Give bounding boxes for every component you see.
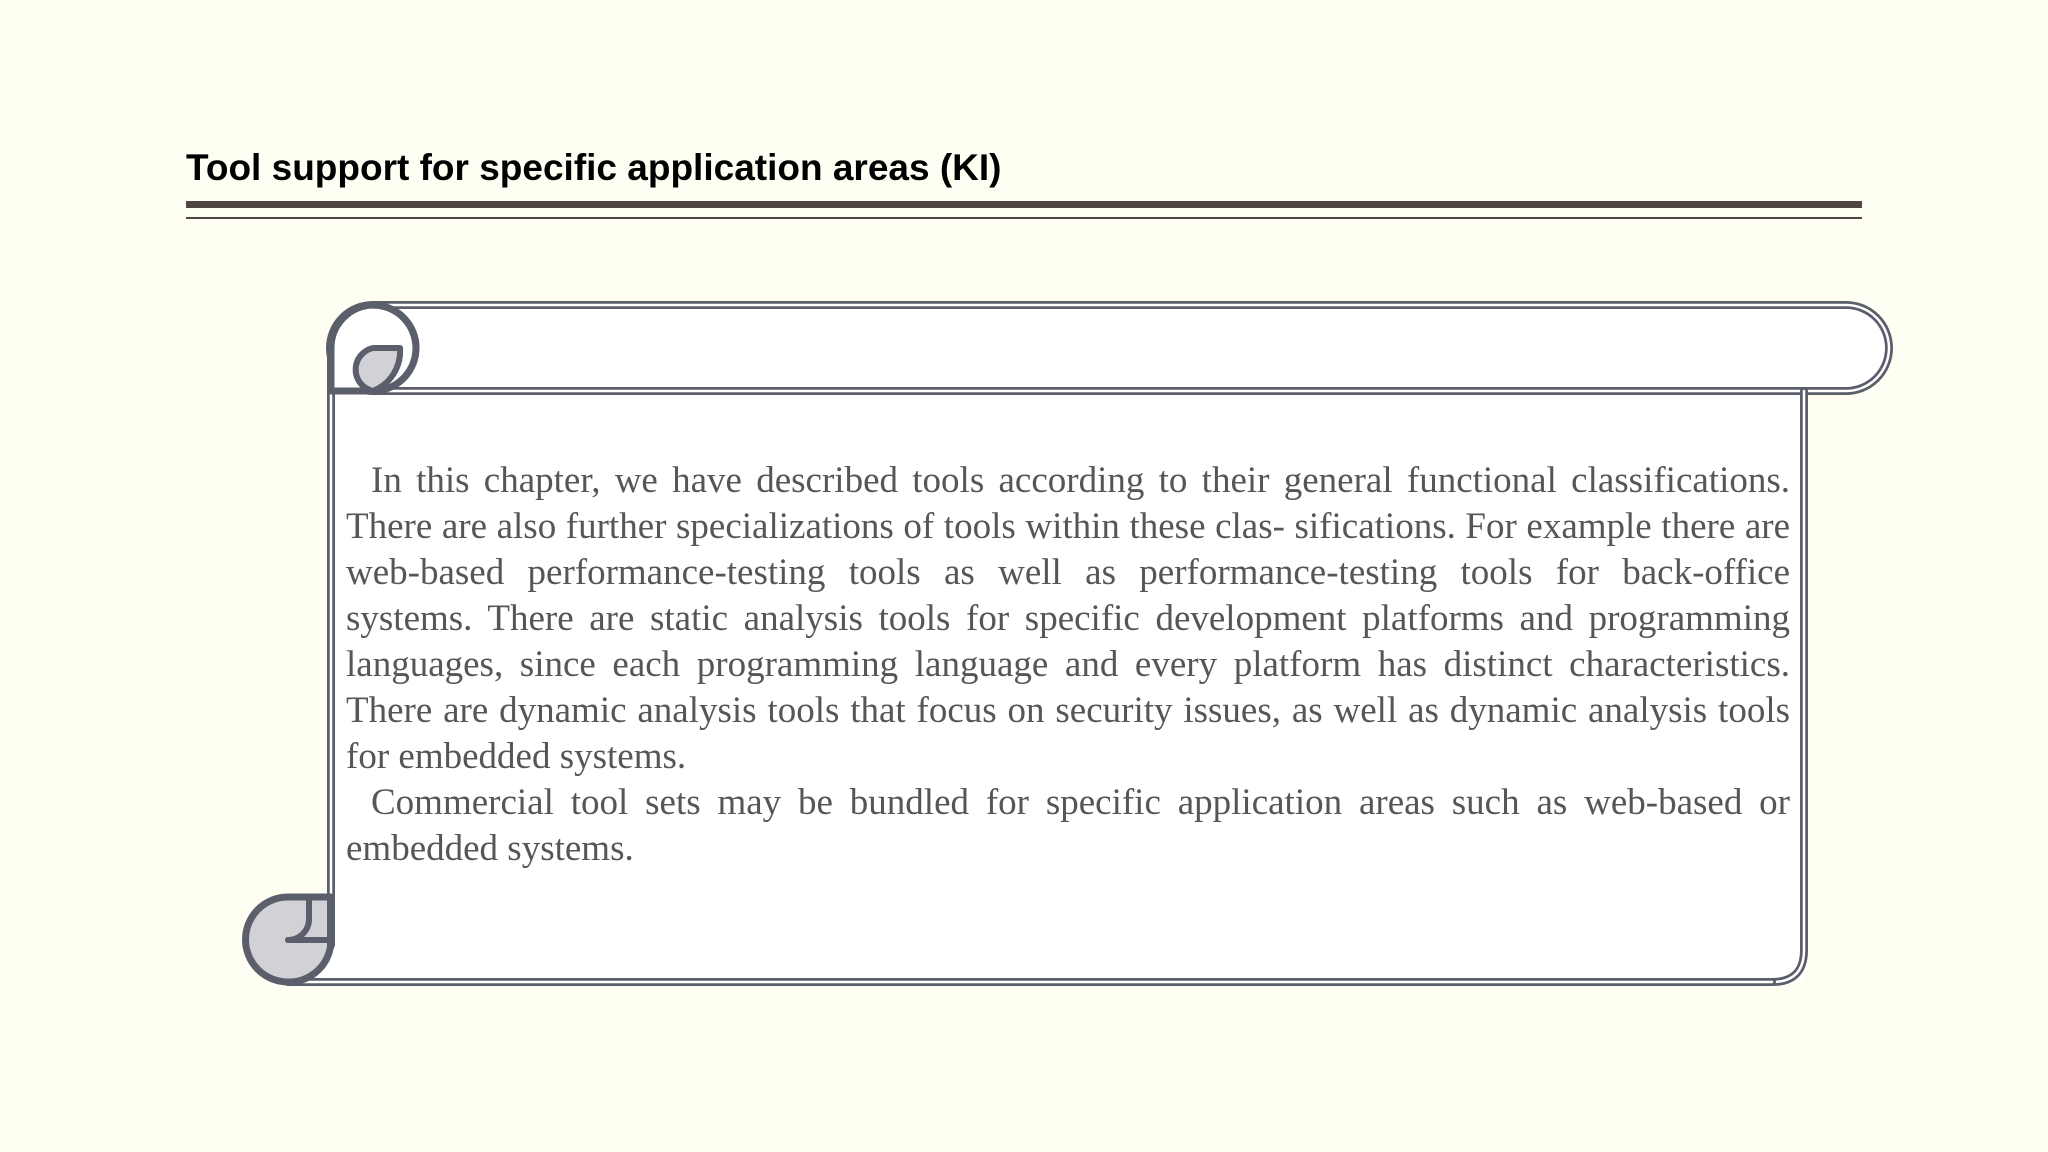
scroll-paragraph-1: In this chapter, we have described tools according to their general functional classifications. There are also further specializations of tools within these clas- sifications. For example there are web-based performance-testing tools as well as performance-testing tools for back-office systems. There are static analysis tools for specific development platforms and programming languages, since each programming language and every platform has distinct characteristics. There are dynamic analysis tools that focus on security issues, as well as dynamic analysis tools for embedded systems. bbox=[346, 460, 1790, 777]
scroll-paragraph-2: Commercial tool sets may be bundled for specific application areas such as web-based or embedded systems. bbox=[346, 782, 1790, 869]
scroll-text-block bbox=[346, 458, 1790, 872]
scroll-top-roll bbox=[330, 305, 1889, 391]
slide-title: Tool support for specific application areas (KI) bbox=[186, 147, 1002, 188]
